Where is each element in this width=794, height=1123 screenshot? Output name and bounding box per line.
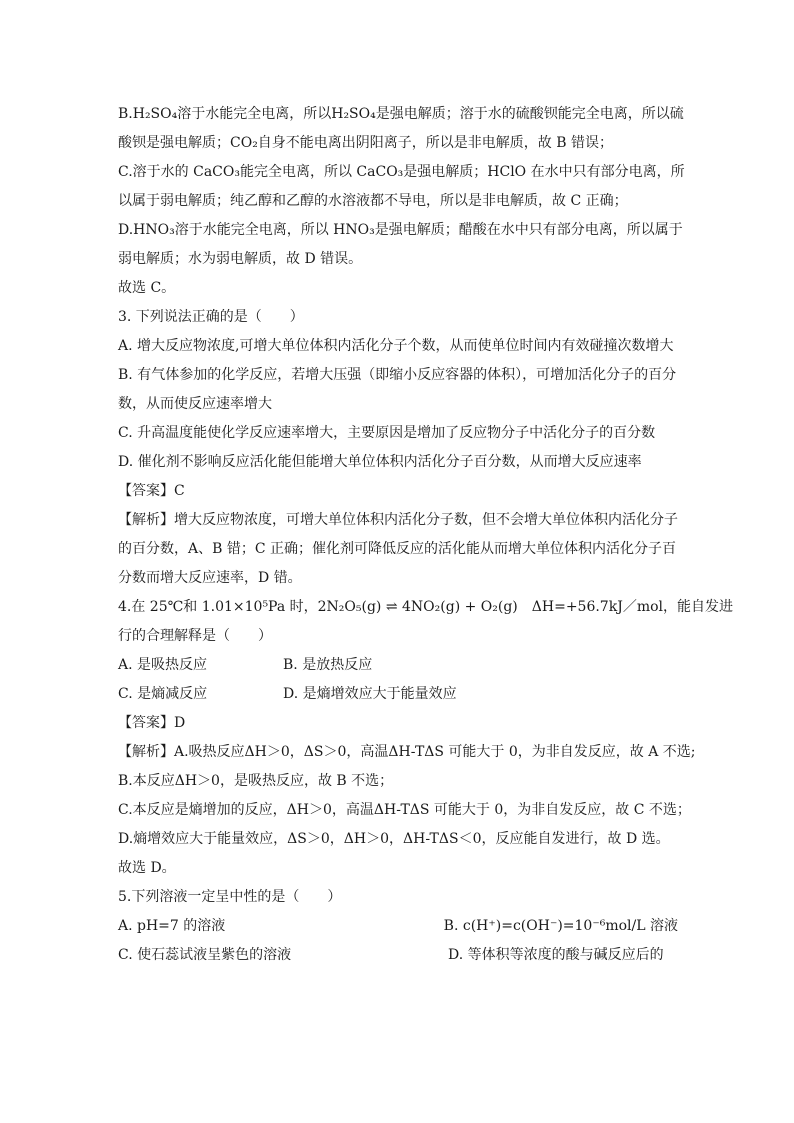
text-line: B.H₂SO₄溶于水能完全电离，所以H₂SO₄是强电解质；溶于水的硫酸钡能完全电离，所以硫	[118, 106, 684, 122]
question-4-option-c: C. 是熵减反应	[118, 686, 208, 702]
analysis-text: 【解析】增大反应物浓度，可增大单位体积内活化分子数，但不会增大单位体积内活化分子	[118, 512, 678, 528]
text-line: 故选 C。	[118, 280, 176, 296]
question-5-option-b: B. c(H⁺)=c(OH⁻)=10⁻⁶mol/L 溶液	[443, 918, 678, 934]
analysis-text: 【解析】A.吸热反应ΔH＞0，ΔS＞0，高温ΔH-TΔS 可能大于 0，为非自发反应，故 A 不选;	[118, 744, 696, 760]
question-3-stem: 3. 下列说法正确的是（ ）	[118, 309, 304, 325]
text-line: 以属于弱电解质；纯乙醇和乙醇的水溶液都不导电，所以是非电解质，故 C 正确；	[118, 193, 628, 209]
answer-label: 【答案】D	[118, 715, 186, 731]
question-4-option-d: D. 是熵增效应大于能量效应	[283, 686, 457, 702]
question-3-option-a: A. 增大反应物浓度,可增大单位体积内活化分子个数，从而使单位时间内有效碰撞次数增大	[118, 338, 674, 354]
question-4-option-a: A. 是吸热反应	[118, 657, 208, 673]
text-line: B.本反应ΔH＞0，是吸热反应，故 B 不选；	[118, 773, 394, 789]
question-5-option-a: A. pH=7 的溶液	[118, 918, 226, 934]
question-3-option-b: B. 有气体参加的化学反应，若增大压强（即缩小反应容器的体积），可增加活化分子的百分	[118, 367, 677, 383]
question-4-options-row-2	[118, 680, 678, 709]
text-line: D.HNO₃溶于水能完全电离，所以 HNO₃是强电解质；醋酸在水中只有部分电离，所以属于	[118, 222, 683, 238]
text-line: D.熵增效应大于能量效应，ΔS＞0，ΔH＞0，ΔH-TΔS＜0，反应能自发进行，故 D 选。	[118, 831, 670, 847]
question-5-options-row-1	[118, 912, 678, 941]
question-5-option-c: C. 使石蕊试液呈紫色的溶液	[118, 947, 292, 963]
text-line: 分数而增大反应速率，D 错。	[118, 570, 302, 586]
question-4-stem: 4.在 25℃和 1.01×10⁵Pa 时，2N₂O₅(g) ⇌ 4NO₂(g) + O₂(g) ΔH=+56.7kJ／mol，能自发进	[118, 599, 733, 615]
document-content	[118, 100, 733, 970]
text-line: 故选 D。	[118, 860, 176, 876]
text-line: 数，从而使反应速率增大	[118, 396, 272, 412]
text-line: 酸钡是强电解质；CO₂自身不能电离出阴阳离子，所以是非电解质，故 B 错误；	[118, 135, 613, 151]
text-line: 弱电解质；水为弱电解质，故 D 错误。	[118, 251, 363, 267]
text-line: 的百分数，A、B 错；C 正确；催化剂可降低反应的活化能从而增大单位体积内活化分子百	[118, 541, 677, 557]
answer-label: 【答案】C	[118, 483, 185, 499]
text-line: C.本反应是熵增加的反应，ΔH＞0，高温ΔH-TΔS 可能大于 0，为非自发反应，故 C 不选；	[118, 802, 691, 818]
text-line: C.溶于水的 CaCO₃能完全电离，所以 CaCO₃是强电解质；HClO 在水中只有部分电离，所	[118, 164, 685, 180]
question-5-options-row-2	[118, 941, 678, 970]
question-3-option-c: C. 升高温度能使化学反应速率增大，主要原因是增加了反应物分子中活化分子的百分数	[118, 425, 656, 441]
question-3-option-d: D. 催化剂不影响反应活化能但能增大单位体积内活化分子百分数，从而增大反应速率	[118, 454, 642, 470]
text-line: 行的合理解释是（ ）	[118, 628, 272, 644]
question-4-option-b: B. 是放热反应	[283, 657, 373, 673]
question-5-option-d: D. 等体积等浓度的酸与碱反应后的	[448, 947, 664, 963]
question-5-stem: 5.下列溶液一定呈中性的是（ ）	[118, 889, 342, 905]
question-4-options-row-1	[118, 651, 678, 680]
